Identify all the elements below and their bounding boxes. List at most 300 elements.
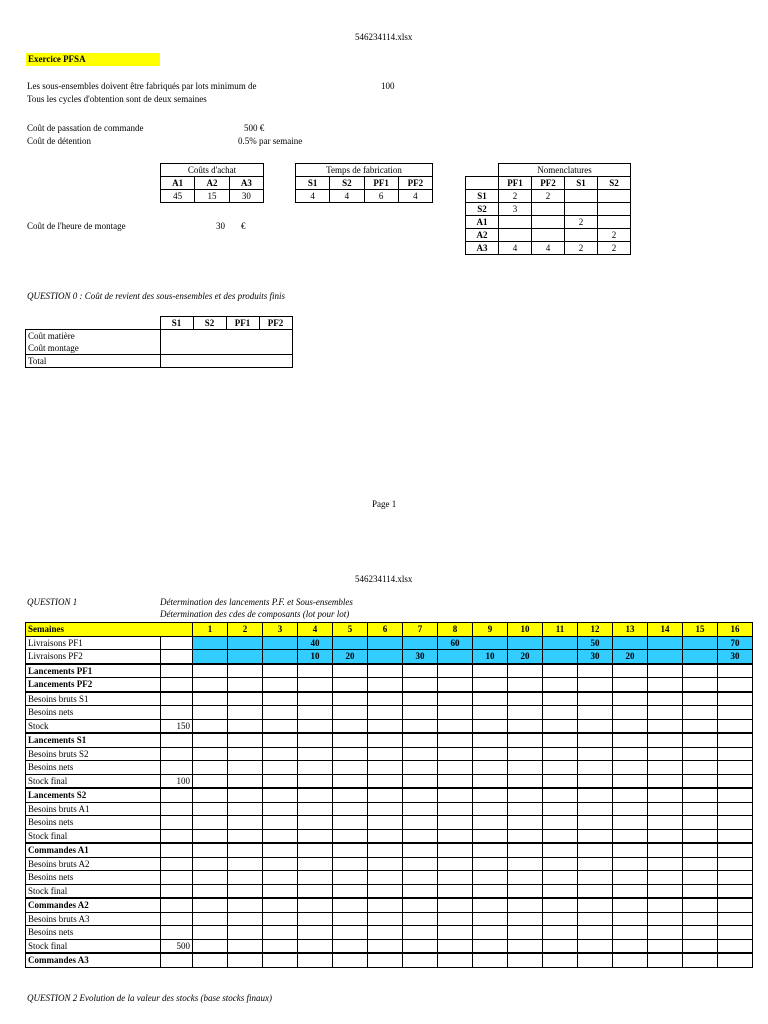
cost-row-label: Total — [26, 355, 161, 368]
schedule-row — [26, 636, 753, 650]
schedule-row-label: Stock final — [26, 774, 161, 788]
schedule-cell — [298, 733, 333, 747]
schedule-cell — [718, 788, 753, 802]
week-number: 7 — [403, 623, 438, 637]
schedule-cell — [368, 857, 403, 871]
week-number: 6 — [368, 623, 403, 637]
schedule-cell — [543, 829, 578, 843]
schedule-cell — [263, 912, 298, 926]
schedule-cell — [683, 636, 718, 650]
schedule-cell — [403, 912, 438, 926]
schedule-cell — [403, 747, 438, 761]
schedule-cell — [368, 719, 403, 733]
schedule-cell — [368, 650, 403, 664]
schedule-cell — [578, 939, 613, 953]
bom-row — [466, 190, 631, 203]
schedule-cell — [473, 926, 508, 940]
schedule-cell — [193, 706, 228, 720]
schedule-cell — [438, 719, 473, 733]
schedule-cell — [368, 747, 403, 761]
schedule-header-row — [26, 623, 753, 637]
schedule-cell — [228, 884, 263, 898]
schedule-cell — [298, 774, 333, 788]
schedule-cell — [648, 829, 683, 843]
schedule-cell: 40 — [298, 636, 333, 650]
schedule-cell — [193, 650, 228, 664]
schedule-cell — [263, 650, 298, 664]
schedule-cell — [368, 692, 403, 706]
purchase-value: 30 — [229, 190, 263, 203]
schedule-row-label: Lancements PF1 — [26, 664, 161, 678]
week-number: 16 — [718, 623, 753, 637]
schedule-cell — [683, 939, 718, 953]
schedule-cell — [368, 926, 403, 940]
bom-cell — [565, 190, 598, 203]
schedule-cell — [718, 747, 753, 761]
schedule-cell — [368, 939, 403, 953]
schedule-cell — [403, 664, 438, 678]
initial-stock — [161, 857, 193, 871]
schedule-cell — [648, 857, 683, 871]
schedule-cell — [263, 636, 298, 650]
schedule-cell — [683, 650, 718, 664]
schedule-cell — [193, 774, 228, 788]
schedule-cell — [298, 678, 333, 692]
schedule-cell — [193, 843, 228, 857]
schedule-cell — [648, 733, 683, 747]
schedule-cell — [333, 719, 368, 733]
schedule-cell — [368, 678, 403, 692]
schedule-cell — [438, 857, 473, 871]
schedule-cell — [473, 939, 508, 953]
schedule-cell — [613, 898, 648, 912]
bom-cell: 2 — [565, 242, 598, 255]
schedule-row — [26, 898, 753, 912]
schedule-cell — [403, 706, 438, 720]
initial-stock — [161, 816, 193, 830]
schedule-cell — [718, 761, 753, 775]
schedule-cell — [403, 898, 438, 912]
schedule-cell — [613, 857, 648, 871]
schedule-cell — [718, 802, 753, 816]
schedule-cell — [263, 719, 298, 733]
schedule-cell — [718, 816, 753, 830]
schedule-cell — [473, 761, 508, 775]
schedule-cell: 30 — [403, 650, 438, 664]
week-number: 12 — [578, 623, 613, 637]
schedule-cell — [333, 857, 368, 871]
schedule-cell — [718, 678, 753, 692]
schedule-cell — [578, 802, 613, 816]
schedule-cell — [263, 761, 298, 775]
schedule-cell — [333, 678, 368, 692]
schedule-row-label: Lancements PF2 — [26, 678, 161, 692]
schedule-cell — [298, 843, 333, 857]
schedule-cell — [613, 884, 648, 898]
cost-header: S1 — [160, 317, 193, 330]
cost-row-label: Coût matière — [26, 330, 161, 343]
schedule-cell — [683, 926, 718, 940]
schedule-cell — [298, 926, 333, 940]
schedule-cell — [403, 733, 438, 747]
schedule-cell — [683, 761, 718, 775]
schedule-cell — [298, 829, 333, 843]
schedule-cell — [438, 706, 473, 720]
week-number: 13 — [613, 623, 648, 637]
schedule-row — [26, 664, 753, 678]
schedule-cell — [228, 857, 263, 871]
schedule-cell — [508, 912, 543, 926]
schedule-cell — [298, 747, 333, 761]
initial-stock — [161, 788, 193, 802]
schedule-cell — [613, 939, 648, 953]
schedule-cell — [578, 761, 613, 775]
initial-stock — [161, 912, 193, 926]
schedule-cell — [193, 802, 228, 816]
schedule-cell — [438, 829, 473, 843]
schedule-cell — [473, 816, 508, 830]
page-footer: Page 1 — [372, 499, 397, 509]
schedule-cell — [298, 857, 333, 871]
schedule-row-label: Besoins bruts S1 — [26, 692, 161, 706]
schedule-cell — [193, 733, 228, 747]
schedule-cell: 20 — [333, 650, 368, 664]
schedule-cell — [193, 692, 228, 706]
schedule-cell — [368, 912, 403, 926]
schedule-row-label: Lancements S2 — [26, 788, 161, 802]
schedule-cell — [228, 829, 263, 843]
initial-stock — [161, 802, 193, 816]
schedule-row-label: Besoins bruts S2 — [26, 747, 161, 761]
schedule-cell — [193, 761, 228, 775]
q1-line-2: Détermination des cdes de composants (lot pour lot) — [160, 609, 350, 619]
week-number: 1 — [193, 623, 228, 637]
schedule-cell — [298, 871, 333, 885]
schedule-cell — [683, 912, 718, 926]
schedule-cell — [333, 733, 368, 747]
schedule-row-label: Besoins bruts A2 — [26, 857, 161, 871]
schedule-cell — [508, 802, 543, 816]
bom-cell — [565, 229, 598, 242]
bom-header: PF1 — [499, 177, 532, 190]
schedule-cell — [438, 692, 473, 706]
schedule-cell — [508, 636, 543, 650]
schedule-cell — [613, 926, 648, 940]
schedule-cell: 70 — [718, 636, 753, 650]
schedule-cell — [228, 898, 263, 912]
schedule-cell — [508, 857, 543, 871]
initial-stock — [161, 884, 193, 898]
schedule-cell — [683, 747, 718, 761]
schedule-cell — [613, 912, 648, 926]
bom-row — [466, 203, 631, 216]
schedule-cell — [648, 816, 683, 830]
schedule-cell — [473, 829, 508, 843]
question-2: QUESTION 2 Evolution de la valeur des stocks (base stocks finaux) — [27, 993, 272, 1003]
assembly-cost-value: 30 — [216, 221, 225, 231]
schedule-cell — [228, 636, 263, 650]
schedule-cell — [438, 939, 473, 953]
schedule-cell — [508, 898, 543, 912]
schedule-cell — [543, 884, 578, 898]
schedule-cell — [543, 857, 578, 871]
schedule-cell — [368, 816, 403, 830]
schedule-cell — [508, 761, 543, 775]
schedule-cell — [438, 747, 473, 761]
schedule-cell — [228, 664, 263, 678]
schedule-cell — [333, 816, 368, 830]
schedule-cell — [403, 636, 438, 650]
schedule-cell — [578, 692, 613, 706]
schedule-cell — [683, 774, 718, 788]
schedule-cell — [403, 719, 438, 733]
schedule-cell — [508, 829, 543, 843]
week-number: 2 — [228, 623, 263, 637]
schedule-cell — [543, 788, 578, 802]
schedule-row-label: Stock final — [26, 884, 161, 898]
schedule-cell — [403, 884, 438, 898]
schedule-row — [26, 747, 753, 761]
schedule-cell — [718, 871, 753, 885]
week-number: 10 — [508, 623, 543, 637]
schedule-cell — [683, 788, 718, 802]
purchase-header: A2 — [195, 177, 229, 190]
schedule-cell — [333, 939, 368, 953]
schedule-cell — [683, 678, 718, 692]
initial-stock — [161, 926, 193, 940]
schedule-cell — [438, 664, 473, 678]
schedule-cell — [578, 857, 613, 871]
schedule-cell — [263, 871, 298, 885]
schedule-cell — [298, 816, 333, 830]
schedule-cell — [683, 898, 718, 912]
schedule-cell — [613, 719, 648, 733]
schedule-cell — [683, 843, 718, 857]
schedule-cell — [438, 650, 473, 664]
schedule-cell — [683, 664, 718, 678]
schedule-cell — [473, 774, 508, 788]
schedule-row-label: Stock — [26, 719, 161, 733]
schedule-cell — [718, 719, 753, 733]
schedule-cell — [473, 802, 508, 816]
schedule-cell — [263, 747, 298, 761]
schedule-cell — [263, 802, 298, 816]
schedule-cell — [543, 926, 578, 940]
schedule-cell — [298, 692, 333, 706]
schedule-cell — [403, 802, 438, 816]
schedule-cell — [543, 747, 578, 761]
bom-cell — [499, 229, 532, 242]
week-number: 11 — [543, 623, 578, 637]
schedule-cell — [508, 816, 543, 830]
schedule-cell — [648, 871, 683, 885]
schedule-cell — [543, 802, 578, 816]
schedule-cell — [368, 636, 403, 650]
schedule-cell — [508, 747, 543, 761]
schedule-cell — [193, 953, 228, 967]
schedule-cell — [543, 678, 578, 692]
bom-table — [465, 163, 631, 255]
schedule-cell — [263, 953, 298, 967]
initial-stock — [161, 733, 193, 747]
schedule-row — [26, 706, 753, 720]
schedule-cell — [648, 650, 683, 664]
schedule-cell — [438, 926, 473, 940]
cost-header: PF2 — [259, 317, 292, 330]
bom-row — [466, 216, 631, 229]
schedule-cell — [508, 843, 543, 857]
schedule-cell — [228, 678, 263, 692]
question-0: QUESTION 0 : Coût de revient des sous-ensembles et des produits finis — [27, 291, 286, 301]
q1-line-1: Détermination des lancements P.F. et Sous-ensembles — [160, 597, 353, 607]
schedule-cell — [683, 816, 718, 830]
schedule-cell — [333, 926, 368, 940]
schedule-cell — [228, 939, 263, 953]
schedule-cell — [718, 912, 753, 926]
schedule-cell — [683, 802, 718, 816]
fab-table-title: Temps de fabrication — [296, 164, 433, 177]
schedule-cell — [333, 788, 368, 802]
schedule-cell — [228, 774, 263, 788]
schedule-cell — [718, 898, 753, 912]
schedule-cell — [193, 719, 228, 733]
schedule-cell — [228, 912, 263, 926]
schedule-cell — [263, 829, 298, 843]
schedule-cell — [578, 843, 613, 857]
schedule-cell — [333, 774, 368, 788]
schedule-cell — [473, 692, 508, 706]
bom-header: S1 — [565, 177, 598, 190]
purchase-header: A1 — [161, 177, 195, 190]
initial-stock: 150 — [161, 719, 193, 733]
question-1: QUESTION 1 — [27, 597, 78, 607]
schedule-cell — [333, 706, 368, 720]
schedule-cell — [193, 816, 228, 830]
fab-header: S2 — [330, 177, 364, 190]
schedule-cell: 10 — [473, 650, 508, 664]
schedule-cell — [543, 939, 578, 953]
schedule-cell — [718, 843, 753, 857]
schedule-cell — [648, 747, 683, 761]
schedule-cell — [508, 926, 543, 940]
bom-cell: 4 — [499, 242, 532, 255]
schedule-cell — [368, 706, 403, 720]
cost-table — [25, 316, 293, 368]
schedule-cell — [333, 636, 368, 650]
schedule-cell — [718, 692, 753, 706]
schedule-cell — [333, 761, 368, 775]
schedule-cell — [263, 664, 298, 678]
schedule-cell — [298, 939, 333, 953]
order-cost-label: Coût de passation de commande — [27, 123, 144, 133]
schedule-cell — [473, 884, 508, 898]
schedule-cell — [543, 816, 578, 830]
schedule-cell — [648, 939, 683, 953]
schedule-cell — [333, 692, 368, 706]
schedule-cell — [263, 733, 298, 747]
schedule-cell — [683, 706, 718, 720]
schedule-row — [26, 829, 753, 843]
schedule-row — [26, 761, 753, 775]
schedule-row — [26, 843, 753, 857]
schedule-cell — [578, 884, 613, 898]
schedule-row-label: Stock final — [26, 939, 161, 953]
schedule-row-label: Commandes A1 — [26, 843, 161, 857]
schedule-cell — [508, 939, 543, 953]
week-number: 3 — [263, 623, 298, 637]
schedule-cell — [368, 871, 403, 885]
weeks-label: Semaines — [26, 623, 193, 637]
schedule-cell — [683, 953, 718, 967]
schedule-cell: 50 — [578, 636, 613, 650]
schedule-row-label: Livraisons PF2 — [26, 650, 161, 664]
schedule-cell — [613, 816, 648, 830]
schedule-cell — [263, 692, 298, 706]
schedule-cell — [438, 843, 473, 857]
schedule-row — [26, 857, 753, 871]
initial-stock — [161, 650, 193, 664]
schedule-row-label: Besoins nets — [26, 871, 161, 885]
bom-cell: 2 — [565, 216, 598, 229]
schedule-row — [26, 678, 753, 692]
schedule-cell — [473, 636, 508, 650]
schedule-cell — [263, 788, 298, 802]
schedule-cell — [683, 719, 718, 733]
bom-cell — [598, 203, 631, 216]
schedule-cell — [438, 871, 473, 885]
schedule-cell — [543, 664, 578, 678]
purchase-value: 45 — [161, 190, 195, 203]
schedule-cell — [543, 706, 578, 720]
schedule-cell — [333, 843, 368, 857]
bom-cell — [532, 216, 565, 229]
schedule-cell — [508, 733, 543, 747]
schedule-cell — [333, 747, 368, 761]
schedule-cell — [403, 843, 438, 857]
schedule-cell — [228, 692, 263, 706]
schedule-cell — [543, 912, 578, 926]
schedule-row — [26, 816, 753, 830]
schedule-cell — [613, 636, 648, 650]
assembly-cost-label: Coût de l'heure de montage — [27, 221, 126, 231]
schedule-cell — [228, 843, 263, 857]
schedule-cell — [263, 939, 298, 953]
initial-stock — [161, 829, 193, 843]
initial-stock — [161, 953, 193, 967]
schedule-cell — [403, 816, 438, 830]
schedule-cell — [473, 678, 508, 692]
holding-cost-label: Coût de détention — [27, 136, 91, 146]
schedule-cell — [333, 664, 368, 678]
schedule-cell — [648, 678, 683, 692]
schedule-cell — [718, 926, 753, 940]
schedule-cell — [193, 636, 228, 650]
schedule-cell — [228, 802, 263, 816]
schedule-cell — [228, 747, 263, 761]
week-number: 5 — [333, 623, 368, 637]
schedule-row — [26, 719, 753, 733]
schedule-cell — [263, 774, 298, 788]
schedule-cell — [578, 829, 613, 843]
initial-stock — [161, 706, 193, 720]
schedule-cell — [193, 857, 228, 871]
initial-stock: 100 — [161, 774, 193, 788]
order-cost-value: 500 € — [244, 123, 265, 133]
schedule-cell — [473, 733, 508, 747]
initial-stock — [161, 871, 193, 885]
schedule-cell — [648, 692, 683, 706]
schedule-cell — [508, 774, 543, 788]
